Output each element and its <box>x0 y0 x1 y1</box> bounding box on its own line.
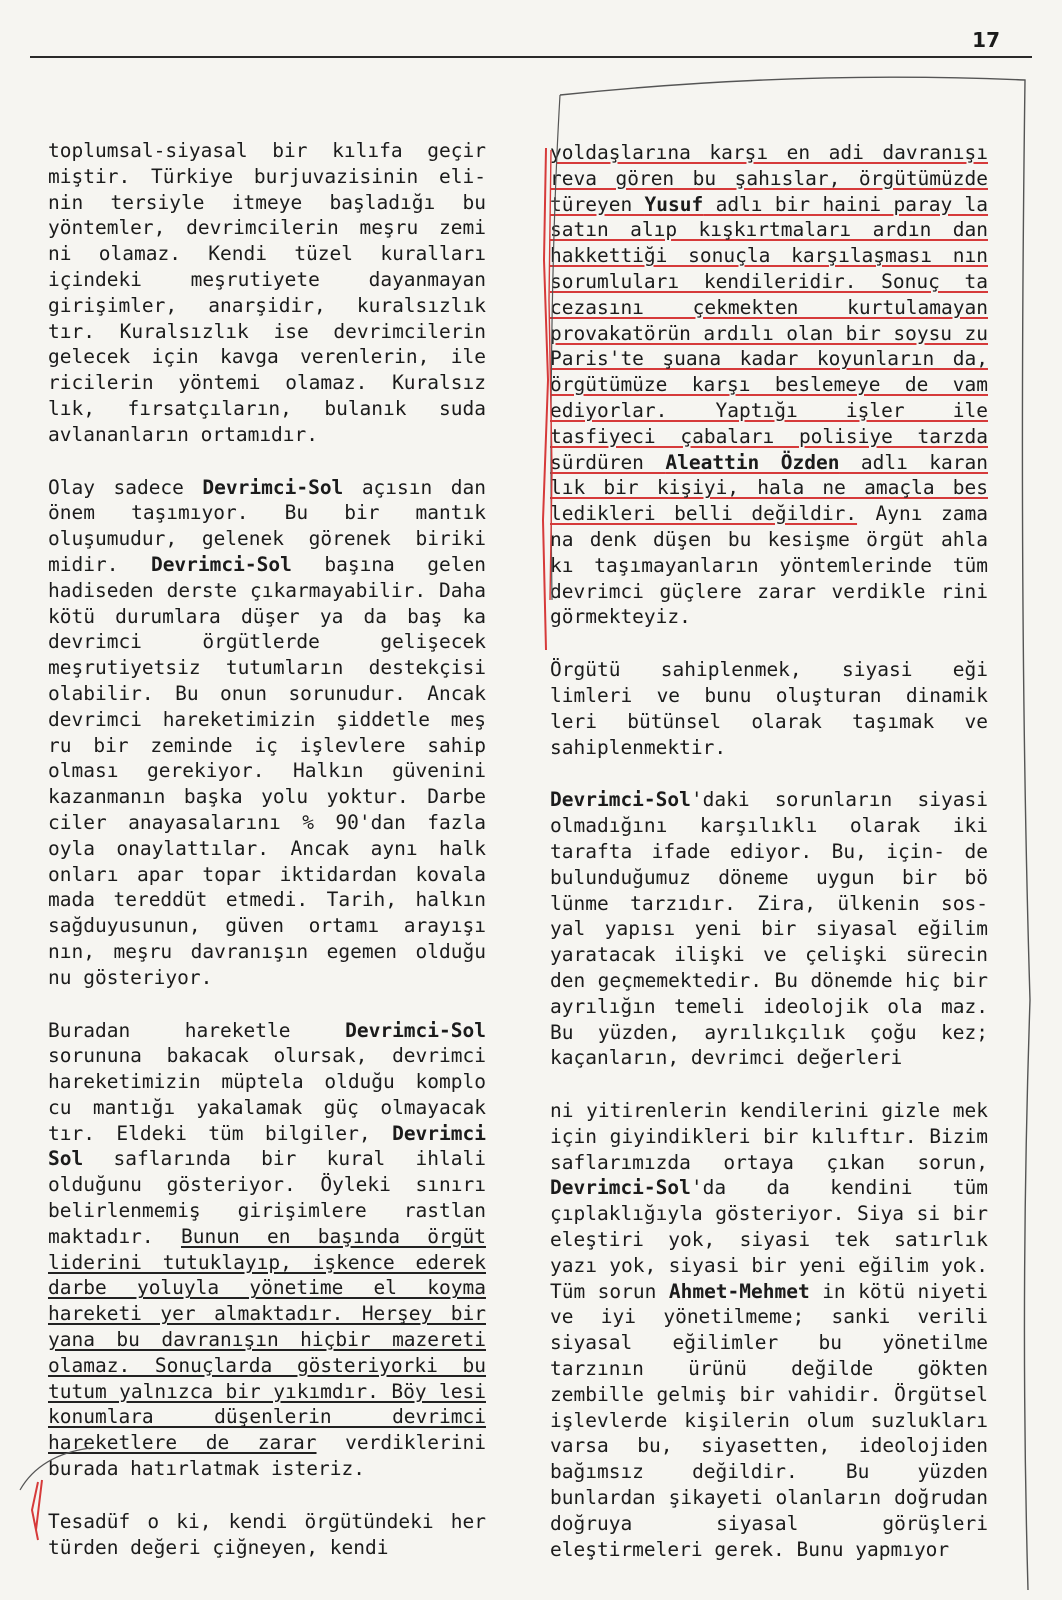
left-paragraph-2: Olay sadece Devrimci-Sol açısın dan önem taşımıyor. Bu bir mantık oluşumudur, gelenek görenek biriki midir. Devrimci-Sol başına gelen hadiseden derste çıkarmayabilir. Daha kötü durumlara düşer ya da baş ka devrimci örgütlerde gelişecek meşrutiyetsiz tutumların destekçisi olabilir. Bu onun sorunudur. Ancak devrimci hareketimizin şiddetle meş ru bir zeminde iç işlevlere sahip olması gerekiyor. Halkın güvenini kazanmanın başka yolu yoktur. Darbe ciler anayasalarını % 90'dan fazla oyla onaylattılar. Ancak aynı halk onları apar topar iktidardan kovala mada tereddüt etmedi. Tarih, halkın sağduyusunun, güven ortamı arayışı nın, meşru davranışın egemen olduğu nu gösteriyor. <box>48 475 486 989</box>
red-underlined-passage: yoldaşlarına karşı en adi davranışı reva gören bu şahıslar, örgütümüzde türeyen Yusuf adlı bir haini paray la satın alıp kışkırtmaları ardın dan hakkettiği sonuçla karşılaşması nın sorumluları kendileridir. Sonuç ta cezasını çekmekten kurtulamayan provakatörün ardılı olan bir soysu zu Paris'te şuana kadar koyunların da, örgütümüze karşı beslemeye de vam ediyorlar. Yaptığı işler ile tasfiyeci çabaları polisiye tarzda sürdüren Aleattin Özden adlı karan lık bir kişiyi, hala ne amaçla bes ledikleri belli değildir. <box>550 141 989 526</box>
header-rule <box>30 56 1032 58</box>
left-column <box>48 138 486 1560</box>
left-paragraph-4: Tesadüf o ki, kendi örgütündeki her türden değeri çiğneyen, kendi <box>48 1509 486 1559</box>
org-name: Devrimci-Sol <box>202 475 344 499</box>
right-paragraph-2: Örgütü sahiplenmek, siyasi eği limleri ve bunu oluşturan dinamik leri bütünsel olarak taşımak ve sahiplenmektir. <box>550 658 988 759</box>
org-name: Devrimci-Sol <box>550 788 691 812</box>
left-paragraph-3: Buradan hareketle Devrimci-Sol sorununa bakacak olursak, devrimci hareketimizin müptela olduğu komplo cu mantığı yakalamak güç olmayacak tır. Eldeki tüm bilgiler, Devrimci Sol saflarında bir kural ihlali olduğunu gösteriyor. Öyleki sınırı belirlenmemiş girişimlere rastlan maktadır. Bunun en başında örgüt liderini tutuklayıp, işkence ederek darbe yoluyla yönetime el koyma hareketi yer almaktadır. Herşey bir yana bu davranışın hiçbir mazereti olamaz. Sonuçlarda gösteriyorki bu tutum yalnızca bir yıkımdır. Böy lesi konumlara düşenlerin devrimci hareketlere de zarar verdiklerini burada hatırlatmak isteriz. <box>48 1018 486 1481</box>
person-name: Aleattin Özden <box>665 450 840 474</box>
right-paragraph-3: Devrimci-Sol'daki sorunların siyasi olmadığını karşılıklı olarak iki tarafta ifade ediyor. Bu, için- de bulunduğumuz döneme uygun bir bö lünme tarzıdır. Zira, ülkenin sos- yal yapısı yeni bir siyasal eğilim yaratacak ilişki ve çelişki sürecin den geçmemektedir. Bu dönemde hiç bir ayrılığın temeli ideolojik ola maz. Bu yüzden, ayrılıkçılık çoğu kez; kaçanların, devrimci değerleri <box>550 788 988 1070</box>
org-name: Devrimci-Sol <box>550 1176 691 1200</box>
red-margin-mark <box>543 148 548 650</box>
person-names: Ahmet-Mehmet <box>668 1279 810 1303</box>
right-paragraph-4: ni yitirenlerin kendilerini gizle mek için giyindikleri bir kılıftır. Bizim saflarımızda ortaya çıkan sorun, Devrimci-Sol'da da kendini tüm çıplaklığıyla gösteriyor. Siya si bir eleştiri yok, siyasi tek satırlık yazı yok, siyasi bir yeni eğilim yok. Tüm sorun Ahmet-Mehmet in kötü niyeti ve iyi yönetilmeme; sanki verili siyasal eğilimler bu yönetilme tarzının ürünü değilde gökten zembille gelmiş bir vahidir. Örgütsel işlevlerde kişilerin olum suzlukları varsa bu, siyasetten, ideolojiden bağımsız değildir. Bu yüzden bunlardan şikayeti olanların doğrudan doğruya siyasal görüşleri eleştirmeleri gerek. Bunu yapmıyor <box>550 1099 988 1561</box>
right-column <box>550 140 988 1589</box>
red-margin-mark <box>32 1480 42 1540</box>
org-name: Devrimci Sol <box>48 1121 486 1171</box>
person-name: Yusuf <box>644 192 704 216</box>
org-name: Devrimci-Sol <box>345 1018 486 1042</box>
page-number: 17 <box>972 28 1000 52</box>
org-name: Devrimci-Sol <box>150 552 292 576</box>
right-paragraph-1: yoldaşlarına karşı en adi davranışı reva gören bu şahıslar, örgütümüzde türeyen Yusuf adlı bir haini paray la satın alıp kışkırtmaları ardın dan hakkettiği sonuçla karşılaşması nın sorumluları kendileridir. Sonuç ta cezasını çekmekten kurtulamayan provakatörün ardılı olan bir soysu zu Paris'te şuana kadar koyunların da, örgütümüze karşı beslemeye de vam ediyorlar. Yaptığı işler ile tasfiyeci çabaları polisiye tarzda sürdüren Aleattin Özden adlı karan lık bir kişiyi, hala ne amaçla bes ledikleri belli değildir. Aynı zama na denk düşen bu kesişme örgüt ahla kı taşımayanların yöntemlerinde tüm devrimci güçlere zarar verdikle rini görmekteyiz. <box>550 141 989 629</box>
underlined-passage: Bunun en başında örgüt liderini tutuklayıp, işkence ederek darbe yoluyla yönetime el koyma hareketi yer almaktadır. Herşey bir yana bu davranışın hiçbir mazereti olamaz. Sonuçlarda gösteriyorki bu tutum yalnızca bir yıkımdır. Böy lesi konumlara düşenlerin devrimci hareketlere de zarar <box>48 1224 486 1455</box>
left-paragraph-1: toplumsal-siyasal bir kılıfa geçir miştir. Türkiye burjuvazisinin eli- nin tersiyle itmeye başladığı bu yöntemler, devrimcilerin meşru zemi ni olamaz. Kendi tüzel kuralları içindeki meşrutiyete dayanmayan girişimler, anarşidir, kuralsızlık tır. Kuralsızlık ise devrimcilerin gelecek için kavga verenlerin, ile ricilerin yöntemi olamaz. Kuralsız lık, fırsatçıların, bulanık suda avlananların ortamıdır. <box>48 139 486 446</box>
